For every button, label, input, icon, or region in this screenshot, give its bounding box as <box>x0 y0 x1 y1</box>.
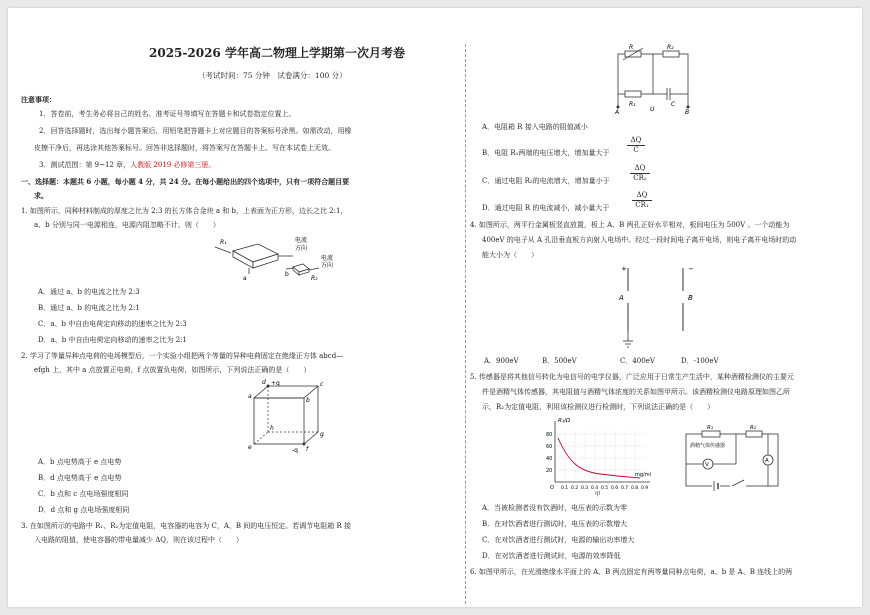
q1-stem: 1. 如图所示，同种材料制成的厚度之比为 2:3 的长方体合金块 a 和 b，上表面为正方形，边长之比 2:1， <box>21 207 348 215</box>
exam-page <box>8 8 862 607</box>
q5-graph-xlabel: mg/ml <box>635 472 651 478</box>
q3-option-b: B．电阻 R₁两端的电压增大，增加量大于 <box>482 149 610 157</box>
q3-frac-c-den: CR₂ <box>633 174 647 182</box>
q5-stem-cont2: 示，R₂为定值电阻，利用该检测仪进行检测时，下列说法正确的是（ ） <box>482 403 715 411</box>
q3-frac-d-den: CR₁ <box>635 201 649 209</box>
q1-fig-a: a <box>243 275 247 282</box>
q5-option-d: D．在对饮酒者进行测试时，电源的效率降低 <box>482 552 621 560</box>
q1-fig-r2: R₂ <box>311 275 318 282</box>
q1-fig-dir2: 电流 <box>321 255 334 262</box>
q2-fig-a: a <box>248 393 252 400</box>
q5-circuit-sensor: 酒精气体传感器 <box>690 443 726 449</box>
q5-graph-xtick-3: 0.3 <box>581 486 589 491</box>
q1-option-c: C．a、b 中自由电荷定向移动的速率之比为 2:3 <box>38 320 187 328</box>
notice-1: 1．答卷前，考生务必将自己的姓名、准考证号等填写在答题卡和试卷指定位置上。 <box>39 110 296 118</box>
q3-stem-cont: 入电路的阻值，使电容器的带电量减少 ΔQ，则在该过程中（ ） <box>34 536 244 544</box>
section-1-heading: 一、选择题：本题共 6 小题，每小题 4 分，共 24 分。在每小题给出的四个选项中，只有一项符合题目要 <box>21 177 350 186</box>
q5-stem: 5. 传感器是将其他信号转化为电信号的电学仪器，广泛应用于日常生产生活中，某种酒精检测仪的主要元 <box>470 373 794 381</box>
q5-graph-xtick-2: 0.2 <box>571 486 579 491</box>
q5-graph-xtick-1: 0.1 <box>561 486 569 491</box>
q2-stem-cont: efgh 上，其中 a 点放置正电荷，f 点放置负电荷，如图所示，下列说法正确的是（ ） <box>34 366 311 374</box>
q3-fig-b: B <box>685 109 690 116</box>
q5-graph-xtick-7: 0.7 <box>621 486 629 491</box>
q1-fig-b: b <box>285 271 289 278</box>
q3-fig-a: A <box>615 109 620 116</box>
q5-graph-ytick-80: 80 <box>546 432 553 438</box>
page-subtitle: （考试时间：75 分钟 试卷满分：100 分） <box>198 71 347 80</box>
q2-option-a: A．b 点电势高于 e 点电势 <box>38 458 122 466</box>
q3-option-d: D．通过电阻 R 的电流减小，减小量大于 <box>482 204 610 212</box>
svg-text:−: − <box>688 265 694 273</box>
q5-graph-caption: 甲 <box>595 492 601 498</box>
q3-frac-d-num: ΔQ <box>632 191 652 201</box>
q5-graph-ylabel: R₁/Ω <box>558 418 571 424</box>
q4-fig-a: A <box>619 294 624 302</box>
q4-stem-cont2: 能大小为（ ） <box>482 251 538 259</box>
notice-3 <box>39 161 215 170</box>
q4-option-c: C．400eV <box>620 357 655 365</box>
q3-frac-b <box>627 136 645 155</box>
q4-stem: 4. 如图所示，两平行金属板竖直放置，板上 A、B 两孔正好水平相对，板间电压为 500V 。一个动能为 <box>470 221 790 229</box>
svg-text:+: + <box>621 265 627 273</box>
q3-circuit-figure <box>603 44 713 114</box>
column-divider <box>465 44 466 604</box>
q3-fig-r1: R₁ <box>629 101 636 108</box>
q5-option-c: C．在对饮酒者进行测试时，电源的输出功率增大 <box>482 536 635 544</box>
q2-fig-plus: +q <box>271 380 280 387</box>
q2-fig-h: h <box>270 425 274 432</box>
q1-figure <box>213 236 343 286</box>
q2-option-c: C．b 点和 c 点电场强度相同 <box>38 490 129 498</box>
q1-fig-r1: R₁ <box>220 239 227 246</box>
q3-frac-d <box>632 191 652 210</box>
q3-frac-b-den: C <box>633 146 639 154</box>
q1-fig-dir1b: 方向 <box>295 245 308 252</box>
q4-option-b: B．500eV <box>542 357 577 365</box>
q2-cube-figure <box>240 378 330 453</box>
q3-option-c: C．通过电阻 R₂的电流增大，增加量小于 <box>482 177 610 185</box>
q5-circuit-v: V <box>705 462 709 468</box>
q2-fig-g: g <box>320 431 324 438</box>
notice-2b: 皮擦干净后，再选涂其他答案标号。回答非选择题时，将答案写在答题卡上。写在本试卷上无效。 <box>34 144 335 152</box>
q2-fig-e: e <box>248 444 252 451</box>
q6-stem: 6. 如图甲所示，在光滑绝缘水平面上的 A、B 两点固定有两等量同种点电荷，a、b 是 A、B 连线上的两 <box>470 568 793 576</box>
q1-fig-dir1: 电流 <box>295 237 308 244</box>
q5-circuit-figure <box>678 420 788 492</box>
q5-circuit-r1: R₁ <box>707 425 714 431</box>
q4-fig-b: B <box>688 294 693 302</box>
q5-graph-ytick-20: 20 <box>546 468 553 474</box>
q5-graph-ytick-40: 40 <box>546 456 553 462</box>
q3-stem: 3. 在如图所示的电路中 R₁、R₂为定值电阻，电容器的电容为 C，A、B 间的电压恒定。若调节电阻箱 R 接 <box>21 522 352 530</box>
q5-graph-xtick-9: 0.9 <box>641 486 649 491</box>
q3-frac-b-num: ΔQ <box>627 136 645 146</box>
q5-stem-cont: 件是酒精气体传感器，其电阻值与酒精气体浓度的关系如图甲所示。该酒精检测仪电路原理如图乙所 <box>482 388 790 396</box>
q5-graph-xtick-6: 0.6 <box>611 486 619 491</box>
q3-fig-u: U <box>650 106 655 113</box>
notice-3-text: 3．测试范围：第 9~12 章， <box>39 161 131 169</box>
notice-3-red: 人教版 2019 必修第三册。 <box>130 161 216 169</box>
section-1-heading-cont: 求。 <box>34 191 48 200</box>
q2-fig-d: d <box>262 379 266 386</box>
q1-option-d: D．a、b 中自由电荷定向移动的速率之比为 2:1 <box>38 336 187 344</box>
q3-fig-r: R <box>629 44 634 51</box>
q1-option-a: A．通过 a、b 的电流之比为 2:3 <box>38 288 140 296</box>
q2-fig-f: f <box>306 446 309 453</box>
q3-fig-r2: R₂ <box>667 44 674 51</box>
q3-frac-c <box>630 164 650 183</box>
q4-option-d: D．-100eV <box>681 357 719 365</box>
q5-circuit-r2: R₂ <box>750 425 757 431</box>
q3-option-a: A．电阻箱 R 接入电路的阻值减小 <box>482 123 588 131</box>
q5-graph-xtick-4: 0.4 <box>591 486 599 491</box>
q5-graph-xtick-o: O <box>550 485 554 491</box>
q2-fig-b: b <box>306 397 310 404</box>
q5-option-b: B．在对饮酒者进行测试时，电压表的示数增大 <box>482 520 628 528</box>
q2-fig-c: c <box>320 381 324 388</box>
q3-frac-c-num: ΔQ <box>630 164 650 174</box>
notice-heading: 注意事项： <box>21 95 56 104</box>
q5-graph-figure <box>540 416 660 496</box>
notice-2: 2．回答选择题时，选出每小题答案后，用铅笔把答题卡上对应题目的答案标号涂黑。如需改动，用橡 <box>39 127 352 135</box>
q2-option-d: D．d 点和 g 点电场强度相同 <box>38 506 130 514</box>
q5-graph-ytick-60: 60 <box>546 444 553 450</box>
q3-fig-c: C <box>671 101 676 108</box>
q5-graph-xtick-8: 0.8 <box>631 486 639 491</box>
q1-stem-cont: a、b 分别与同一电源相连，电源内阻忽略不计，则（ ） <box>34 221 220 229</box>
q4-option-a: A．900eV <box>484 357 519 365</box>
q1-option-b: B．通过 a、b 的电流之比为 2:1 <box>38 304 140 312</box>
q2-fig-minus: -q <box>292 447 298 454</box>
q1-fig-dir2b: 方向 <box>321 262 334 269</box>
q5-option-a: A．当被检测者没有饮酒时，电压表的示数为零 <box>482 504 628 512</box>
q2-option-b: B．d 点电势高于 e 点电势 <box>38 474 122 482</box>
q5-circuit-a: A <box>765 458 769 464</box>
q4-stem-cont: 400eV 的电子从 A 孔沿垂直板方向射入电场中。经过一段时间电子离开电场，则电子离开电场时的动 <box>482 236 797 244</box>
page-title: 2025-2026 学年高二物理上学期第一次月考卷 <box>149 46 405 60</box>
q2-stem: 2. 学习了等量异种点电荷的电场模型后，一个实验小组把两个等量的异种电荷固定在绝缘正方体 abcd— <box>21 352 344 360</box>
q4-plates-figure <box>613 263 703 353</box>
q5-graph-xtick-5: 0.5 <box>601 486 609 491</box>
